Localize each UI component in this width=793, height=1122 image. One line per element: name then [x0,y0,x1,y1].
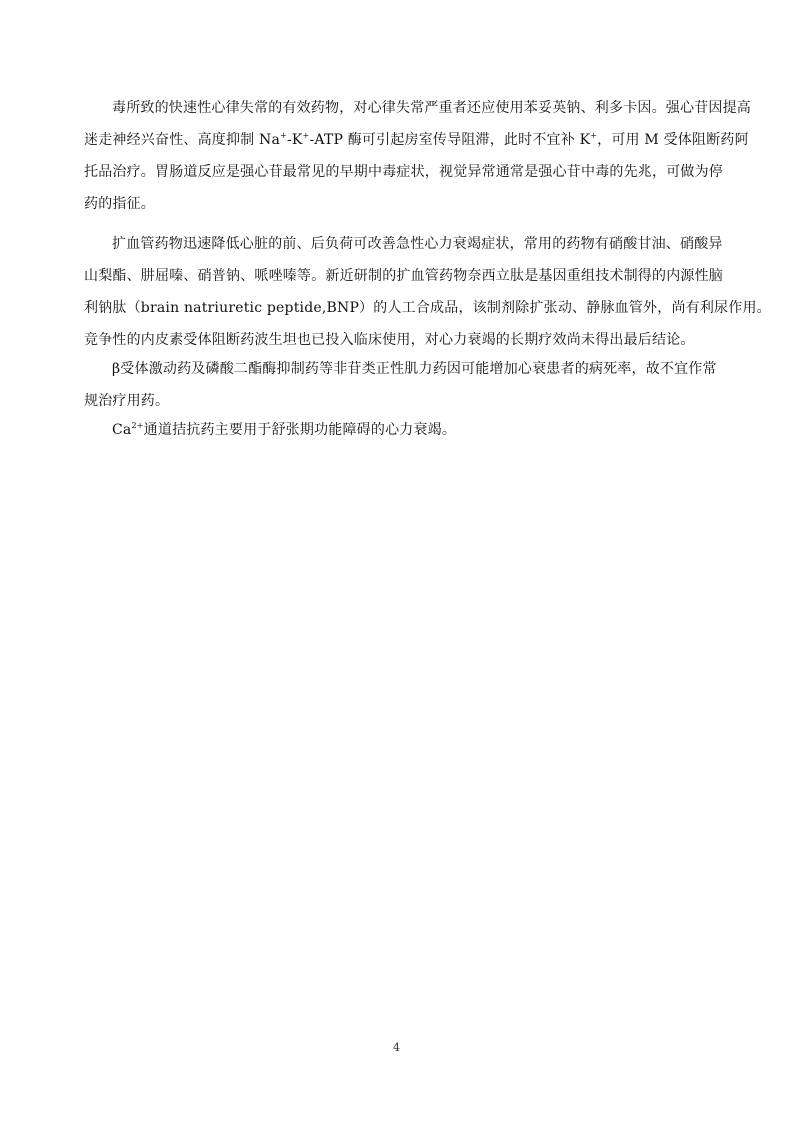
text-run: 扩血管药物迅速降低心脏的前、后负荷可改善急性心力衰竭症状，常用的药物有硝酸甘油、硝酸异 [112,236,723,252]
paragraph-2-line-1 [112,235,723,253]
paragraph-2-line-4 [84,331,712,349]
page-number: 4 [393,1041,400,1054]
text-run: ，可用 M 受体阻断药阿 [597,132,749,148]
superscript: + [280,131,287,140]
superscript: 2+ [131,421,144,430]
text-run: β受体激动药及磷酸二酯酶抑制药等非苷类正性肌力药因可能增加心衰患者的病死率，故不宜作常 [112,361,717,377]
paragraph-3-line-1 [112,360,717,378]
paragraph-1-line-3 [84,163,723,181]
superscript: + [302,131,310,140]
text-run: 托品治疗。胃肠道反应是强心苷最常见的早期中毒症状，视觉异常通常是强心苷中毒的先兆，可做为停 [84,164,723,180]
paragraph-3-line-2 [84,392,712,410]
text-run: 毒所致的快速性心律失常的有效药物，对心律失常严重者还应使用苯妥英钠、利多卡因。强心苷因提高 [112,100,751,116]
text-run: 规治疗用药。 [84,393,170,409]
text-run: -K [286,132,303,148]
paragraph-2-line-3 [84,299,771,317]
paragraph-4-line-1 [112,421,712,439]
paragraph-1-line-2 [84,131,749,149]
text-run: 通道拮抗药主要用于舒张期功能障碍的心力衰竭。 [143,422,457,438]
text-run: 迷走神经兴奋性、高度抑制 Na [84,132,281,148]
text-run: Ca [112,422,132,438]
text-run: 山梨酯、肼屈嗪、硝普钠、哌唑嗪等。新近研制的扩血管药物奈西立肽是基因重组技术制得的内源性脑 [84,268,723,284]
paragraph-1-line-1 [112,99,751,117]
text-run: 药的指征。 [84,196,155,212]
text-run: -ATP 酶可引起房室传导阻滞，此时不宜补 K [309,132,591,148]
superscript: + [590,131,598,140]
text-run: 竞争性的内皮素受体阻断药波生坦也已投入临床使用，对心力衰竭的长期疗效尚未得出最后结论。 [84,332,695,348]
text-run: 利钠肽（brain natriuretic peptide,BNP）的人工合成品，该制剂除扩张动、静脉血管外，尚有利尿作用。 [84,300,771,316]
paragraph-2-line-2 [84,267,723,285]
paragraph-1-line-4 [84,195,712,213]
